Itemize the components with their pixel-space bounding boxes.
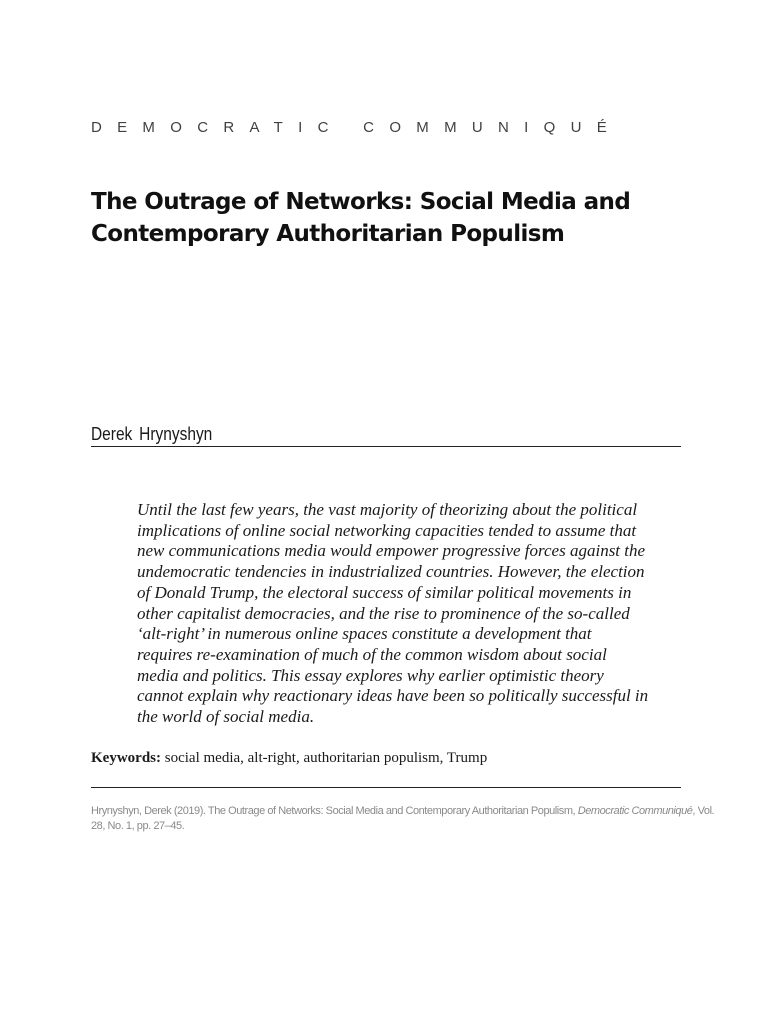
citation-suffix: , Vol. bbox=[692, 805, 715, 817]
keywords bbox=[91, 748, 681, 768]
abstract-line: implications of online social networking capacities tended to assume that bbox=[137, 520, 637, 540]
author-rule bbox=[91, 424, 681, 447]
citation-prefix: Hrynyshyn, Derek (2019). The Outrage of Networks: Social Media and Contemporary Authoritarian Populism, bbox=[91, 805, 578, 817]
abstract-line: other capitalist democracies, and the rise to prominence of the so-called bbox=[137, 603, 630, 623]
divider bbox=[91, 787, 681, 788]
keywords-label: Keywords: bbox=[91, 750, 161, 766]
keywords-value: social media, alt-right, authoritarian populism, Trump bbox=[164, 750, 488, 766]
article-title bbox=[91, 186, 691, 250]
abstract-line: ‘alt-right’ in numerous online spaces constitute a development that bbox=[137, 624, 592, 644]
author-name: Derek Hrynyshyn bbox=[91, 424, 213, 444]
abstract-line: requires re-examination of much of the common wisdom about social bbox=[137, 644, 607, 664]
citation-journal: Democratic Communiqué bbox=[577, 805, 693, 817]
article-title-line: The Outrage of Networks: Social Media and bbox=[91, 189, 631, 215]
abstract-line: cannot explain why reactionary ideas have been so politically successful in bbox=[137, 686, 649, 706]
abstract bbox=[137, 500, 682, 728]
citation-line-2: 28, No. 1, pp. 27–45. bbox=[91, 820, 185, 832]
abstract-line: undemocratic tendencies in industrialized countries. However, the election bbox=[137, 562, 645, 582]
abstract-line: media and politics. This essay explores why earlier optimistic theory bbox=[137, 665, 604, 685]
journal-name: DEMOCRATIC COMMUNIQUÉ bbox=[91, 119, 623, 136]
citation-line-1 bbox=[91, 804, 715, 819]
article-title-line: Contemporary Authoritarian Populism bbox=[91, 221, 565, 247]
abstract-line: new communications media would empower progressive forces against the bbox=[137, 541, 646, 561]
abstract-line: of Donald Trump, the electoral success of similar political movements in bbox=[137, 582, 632, 602]
abstract-line: Until the last few years, the vast majority of theorizing about the political bbox=[137, 500, 638, 519]
abstract-line: the world of social media. bbox=[137, 707, 315, 727]
citation bbox=[91, 804, 715, 834]
